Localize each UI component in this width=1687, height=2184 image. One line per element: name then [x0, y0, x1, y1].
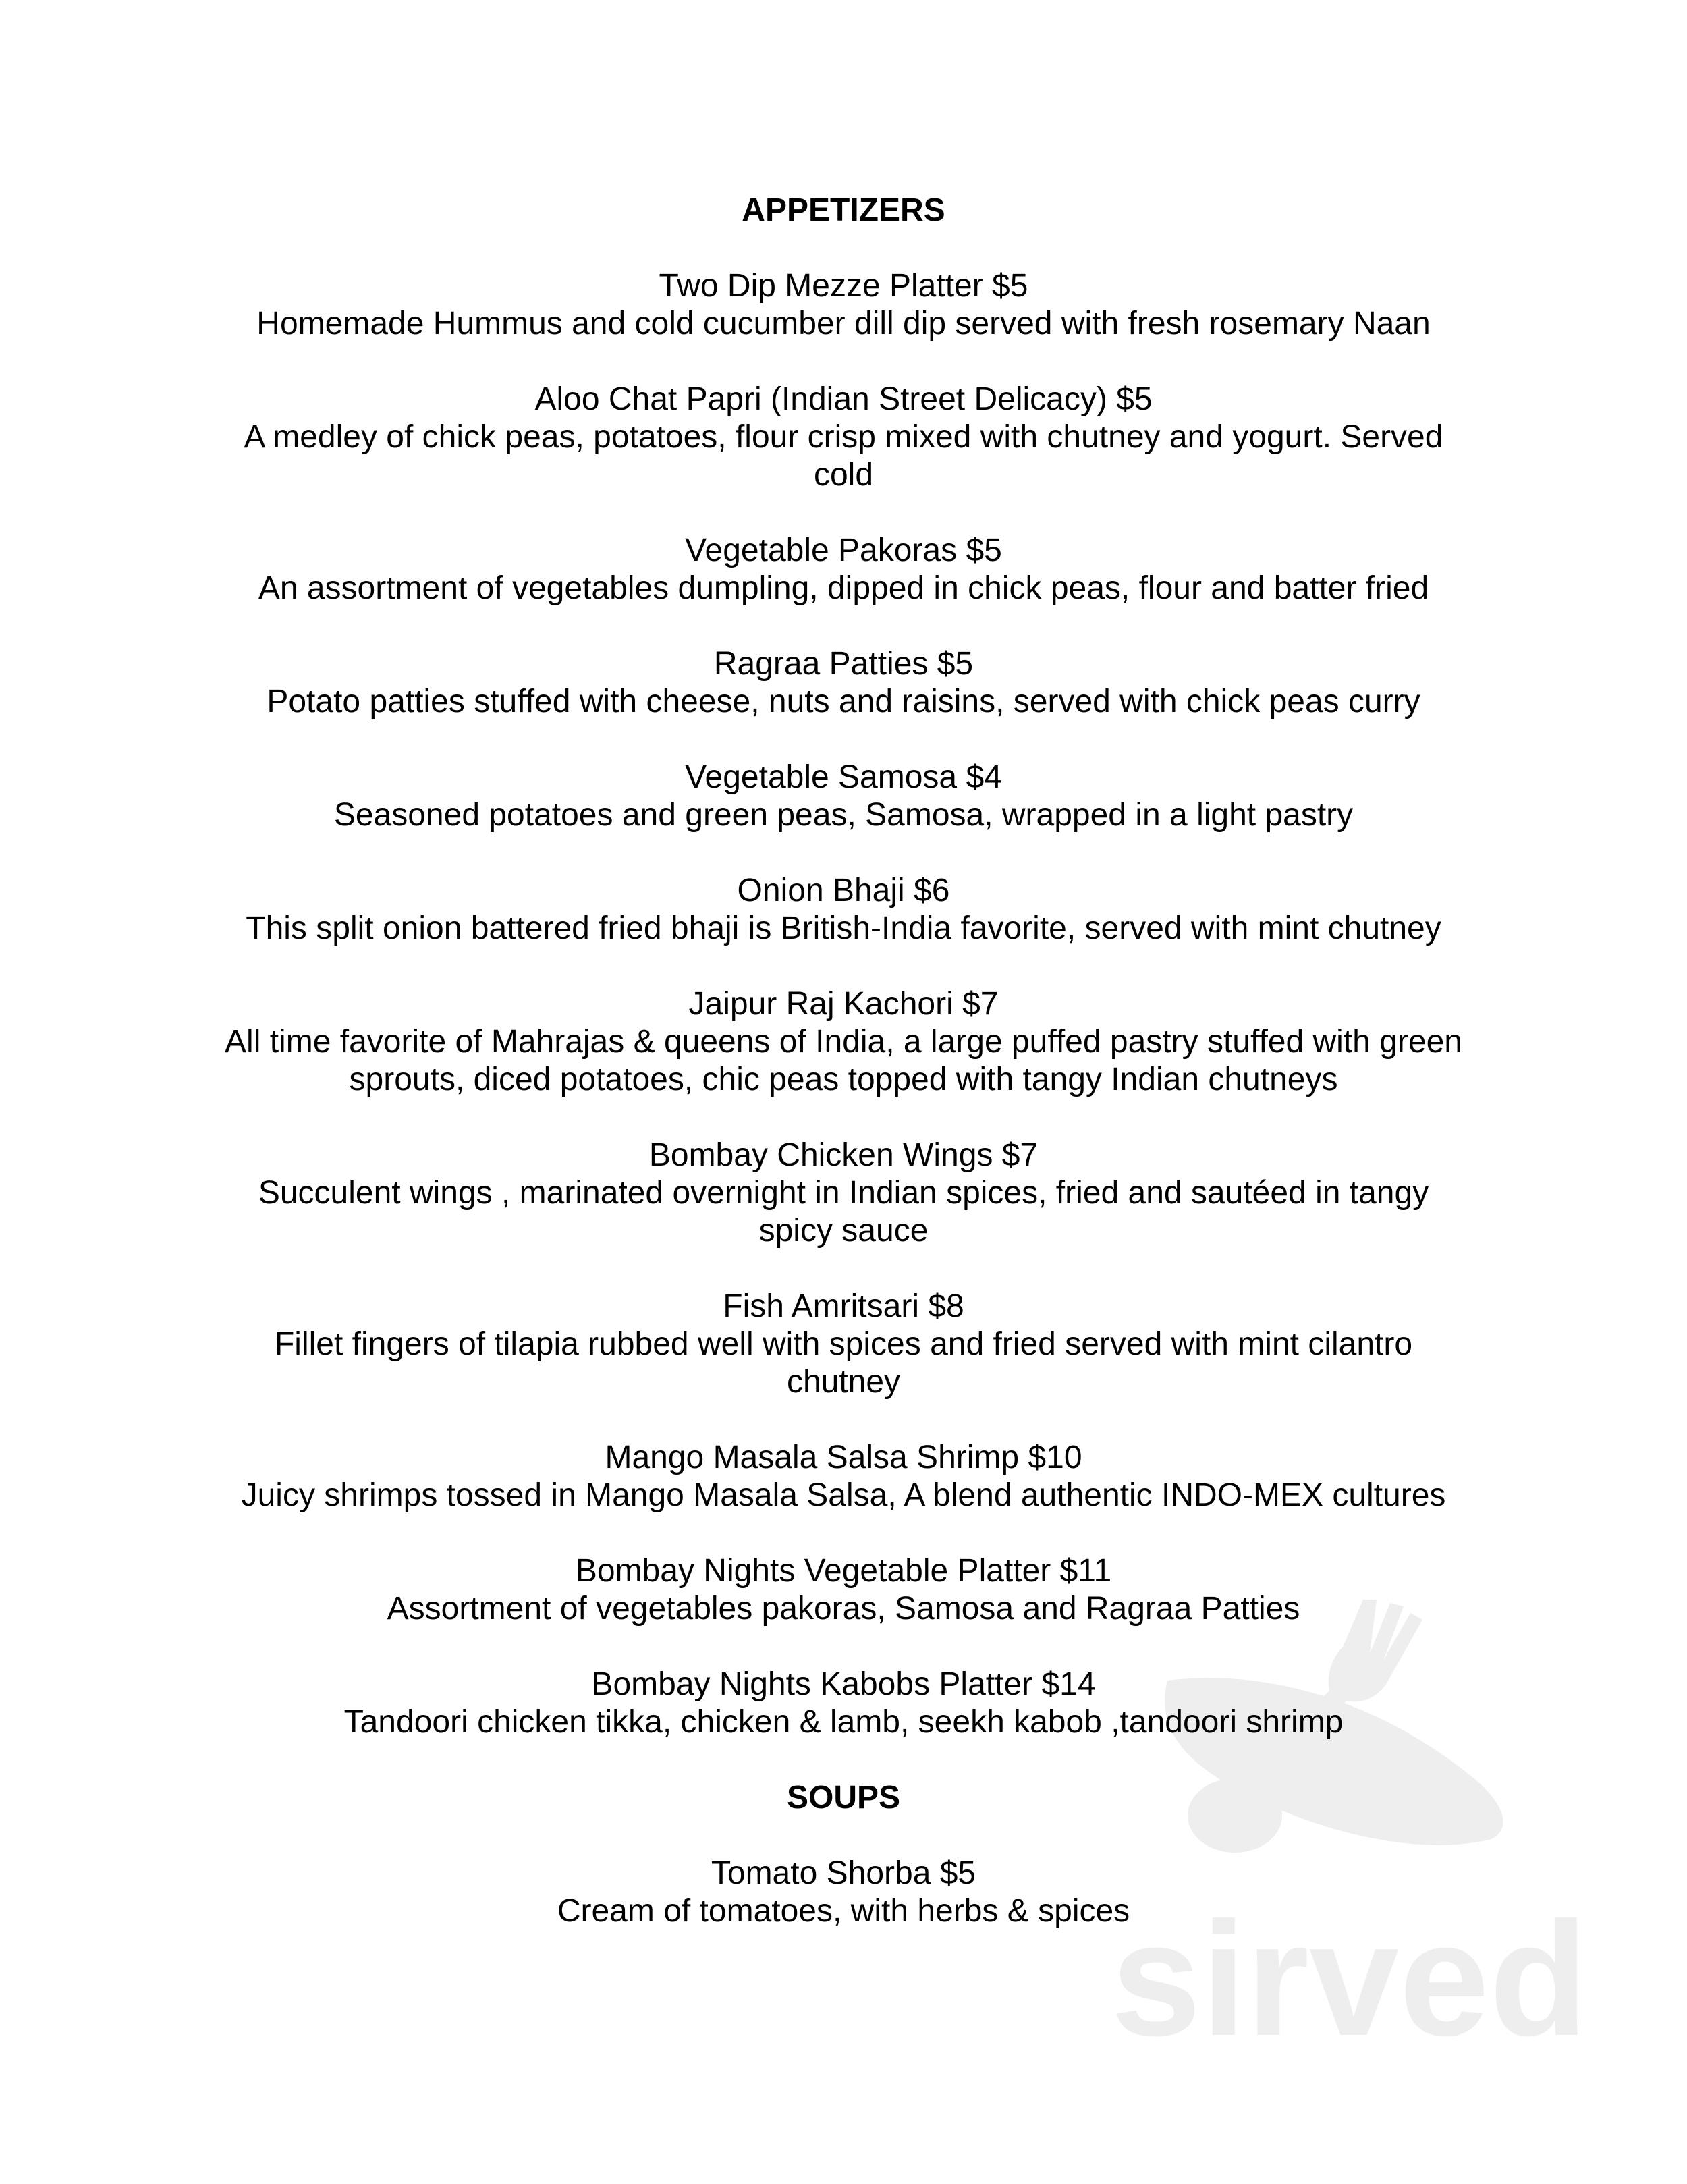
menu-item — [202, 1855, 1485, 1930]
item-description: Assortment of vegetables pakoras, Samosa and Ragraa Patties — [387, 1591, 1300, 1627]
soups-list — [202, 1855, 1485, 1930]
soups-heading: SOUPS — [786, 1780, 901, 1816]
item-description: A medley of chick peas, potatoes, flour crisp mixed with chutney and yogurt. Served cold — [244, 419, 1443, 493]
item-name: Onion Bhaji $6 — [737, 873, 950, 908]
menu-item — [202, 872, 1485, 948]
item-description: Juicy shrimps tossed in Mango Masala Salsa, A blend authentic INDO-MEX cultures — [241, 1477, 1446, 1513]
menu-item — [202, 645, 1485, 721]
menu-item — [202, 532, 1485, 607]
item-name: Two Dip Mezze Platter $5 — [659, 268, 1028, 304]
item-name: Bombay Chicken Wings $7 — [648, 1137, 1039, 1173]
menu-item — [202, 1666, 1485, 1741]
item-name: Fish Amritsari $8 — [723, 1288, 964, 1324]
item-name: Vegetable Samosa $4 — [685, 759, 1002, 795]
item-name: Ragraa Patties $5 — [713, 646, 974, 682]
item-name: Mango Masala Salsa Shrimp $10 — [605, 1440, 1082, 1475]
item-name: Aloo Chat Papri (Indian Street Delicacy) $5 — [534, 381, 1153, 417]
menu-item — [202, 759, 1485, 834]
item-description: Tandoori chicken tikka, chicken & lamb, seekh kabob ,tandoori shrimp — [343, 1704, 1344, 1740]
item-name: Tomato Shorba $5 — [711, 1855, 976, 1891]
appetizers-heading: APPETIZERS — [742, 192, 945, 228]
item-name: Bombay Nights Vegetable Platter $11 — [575, 1553, 1112, 1589]
item-description: An assortment of vegetables dumpling, dipped in chick peas, flour and batter fried — [258, 570, 1429, 606]
item-name: Jaipur Raj Kachori $7 — [688, 986, 999, 1022]
watermark-text: sirved — [1111, 1888, 1588, 2065]
menu-item — [202, 1137, 1485, 1250]
item-description: Succulent wings , marinated overnight in Indian spices, fried and sautéed in tangy spicy sauce — [258, 1175, 1429, 1249]
item-description: Potato patties stuffed with cheese, nuts and raisins, served with chick peas curry — [267, 684, 1420, 719]
menu-item — [202, 1288, 1485, 1401]
menu-item — [202, 1552, 1485, 1628]
item-description: Homemade Hummus and cold cucumber dill dip served with fresh rosemary Naan — [256, 306, 1431, 342]
item-description: This split onion battered fried bhaji is British-India favorite, served with mint chutney — [246, 910, 1441, 946]
item-description: Fillet fingers of tilapia rubbed well with spices and fried served with mint cilantro chutney — [274, 1326, 1413, 1400]
menu-item — [202, 267, 1485, 343]
appetizers-list — [202, 267, 1485, 1741]
menu-item — [202, 985, 1485, 1099]
item-name: Bombay Nights Kabobs Platter $14 — [591, 1666, 1096, 1702]
item-description: Seasoned potatoes and green peas, Samosa, wrapped in a light pastry — [333, 797, 1354, 833]
menu-item — [202, 381, 1485, 494]
menu-content — [202, 192, 1485, 1968]
item-description: All time favorite of Mahrajas & queens of India, a large puffed pastry stuffed with green sprouts, diced potatoes, chic peas topped with tangy Indian chutneys — [225, 1024, 1462, 1097]
menu-item — [202, 1439, 1485, 1514]
item-description: Cream of tomatoes, with herbs & spices — [557, 1893, 1130, 1929]
item-name: Vegetable Pakoras $5 — [685, 533, 1002, 568]
